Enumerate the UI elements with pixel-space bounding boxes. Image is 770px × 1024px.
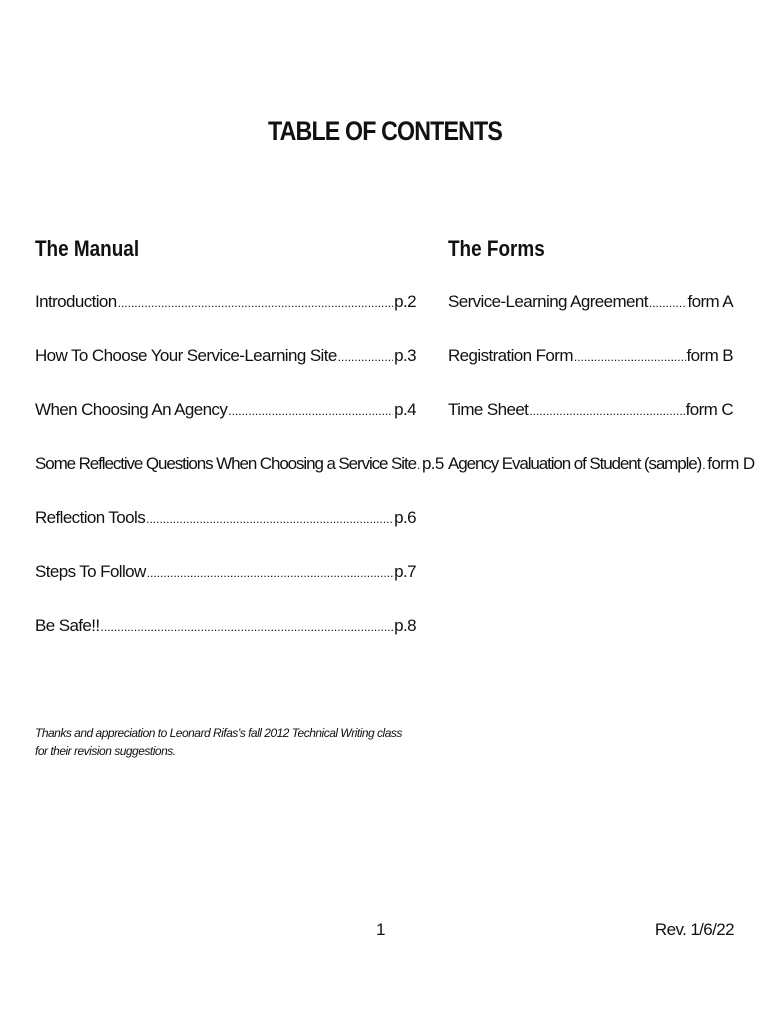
toc-entry-steps-to-follow[interactable]	[35, 562, 416, 616]
forms-toc-list	[448, 292, 755, 508]
toc-entry-label: Be Safe!!	[35, 616, 100, 635]
toc-entry-reflection-tools[interactable]	[35, 508, 416, 562]
acknowledgement-line-2: for their revision suggestions.	[35, 744, 176, 758]
toc-entry-page: p.3	[394, 346, 416, 365]
dot-leader	[529, 404, 684, 418]
toc-entry-page: p.7	[394, 562, 416, 581]
toc-entry-time-sheet[interactable]	[448, 400, 733, 454]
toc-entry-label: Service-Learning Agreement	[448, 292, 648, 311]
toc-entry-label: How To Choose Your Service-Learning Site	[35, 346, 337, 365]
dot-leader	[101, 620, 394, 634]
toc-entry-label: Some Reflective Questions When Choosing a Service Site	[35, 454, 416, 473]
dot-leader	[118, 296, 394, 310]
dot-leader	[338, 350, 393, 364]
toc-entry-agency-evaluation[interactable]	[448, 454, 755, 508]
toc-entry-be-safe[interactable]	[35, 616, 416, 670]
acknowledgement-line-1: Thanks and appreciation to Leonard Rifas’s fall 2012 Technical Writing class	[35, 726, 402, 740]
toc-entry-page: p.5	[421, 454, 444, 473]
toc-entry-label: Time Sheet	[448, 400, 529, 419]
dot-leader	[649, 296, 687, 310]
manual-toc-list	[35, 292, 444, 670]
toc-entry-page: form A	[687, 292, 733, 311]
toc-entry-choose-site[interactable]	[35, 346, 416, 400]
manual-heading: The Manual	[35, 236, 140, 261]
toc-entry-label: Registration Form	[448, 346, 573, 365]
toc-entry-page: p.4	[394, 400, 416, 419]
toc-entry-page: p.6	[394, 508, 416, 527]
toc-entry-page: p.8	[394, 616, 416, 635]
dot-leader	[228, 404, 393, 418]
dot-leader	[146, 512, 393, 526]
toc-entry-registration-form[interactable]	[448, 346, 733, 400]
acknowledgement-note	[35, 724, 402, 760]
dot-leader	[702, 458, 706, 472]
dot-leader	[574, 350, 686, 364]
toc-entry-introduction[interactable]	[35, 292, 416, 346]
toc-entry-page: form B	[686, 346, 733, 365]
page-number: 1	[376, 920, 386, 939]
forms-heading: The Forms	[448, 236, 545, 261]
toc-entry-label: Steps To Follow	[35, 562, 146, 581]
toc-entry-page: form C	[685, 400, 733, 419]
toc-entry-label: Reflection Tools	[35, 508, 146, 527]
page-title: TABLE OF CONTENTS	[268, 116, 502, 146]
toc-entry-service-learning-agreement[interactable]	[448, 292, 733, 346]
toc-entry-reflective-questions[interactable]	[35, 454, 444, 508]
toc-entry-page: form D	[707, 454, 755, 473]
toc-entry-label: Introduction	[35, 292, 117, 311]
dot-leader	[147, 566, 393, 580]
revision-date: Rev. 1/6/22	[654, 920, 734, 939]
toc-entry-choosing-agency[interactable]	[35, 400, 416, 454]
toc-entry-label: When Choosing An Agency	[35, 400, 228, 419]
toc-entry-label: Agency Evaluation of Student (sample)	[448, 454, 702, 473]
dot-leader	[417, 458, 421, 472]
toc-entry-page: p.2	[394, 292, 416, 311]
